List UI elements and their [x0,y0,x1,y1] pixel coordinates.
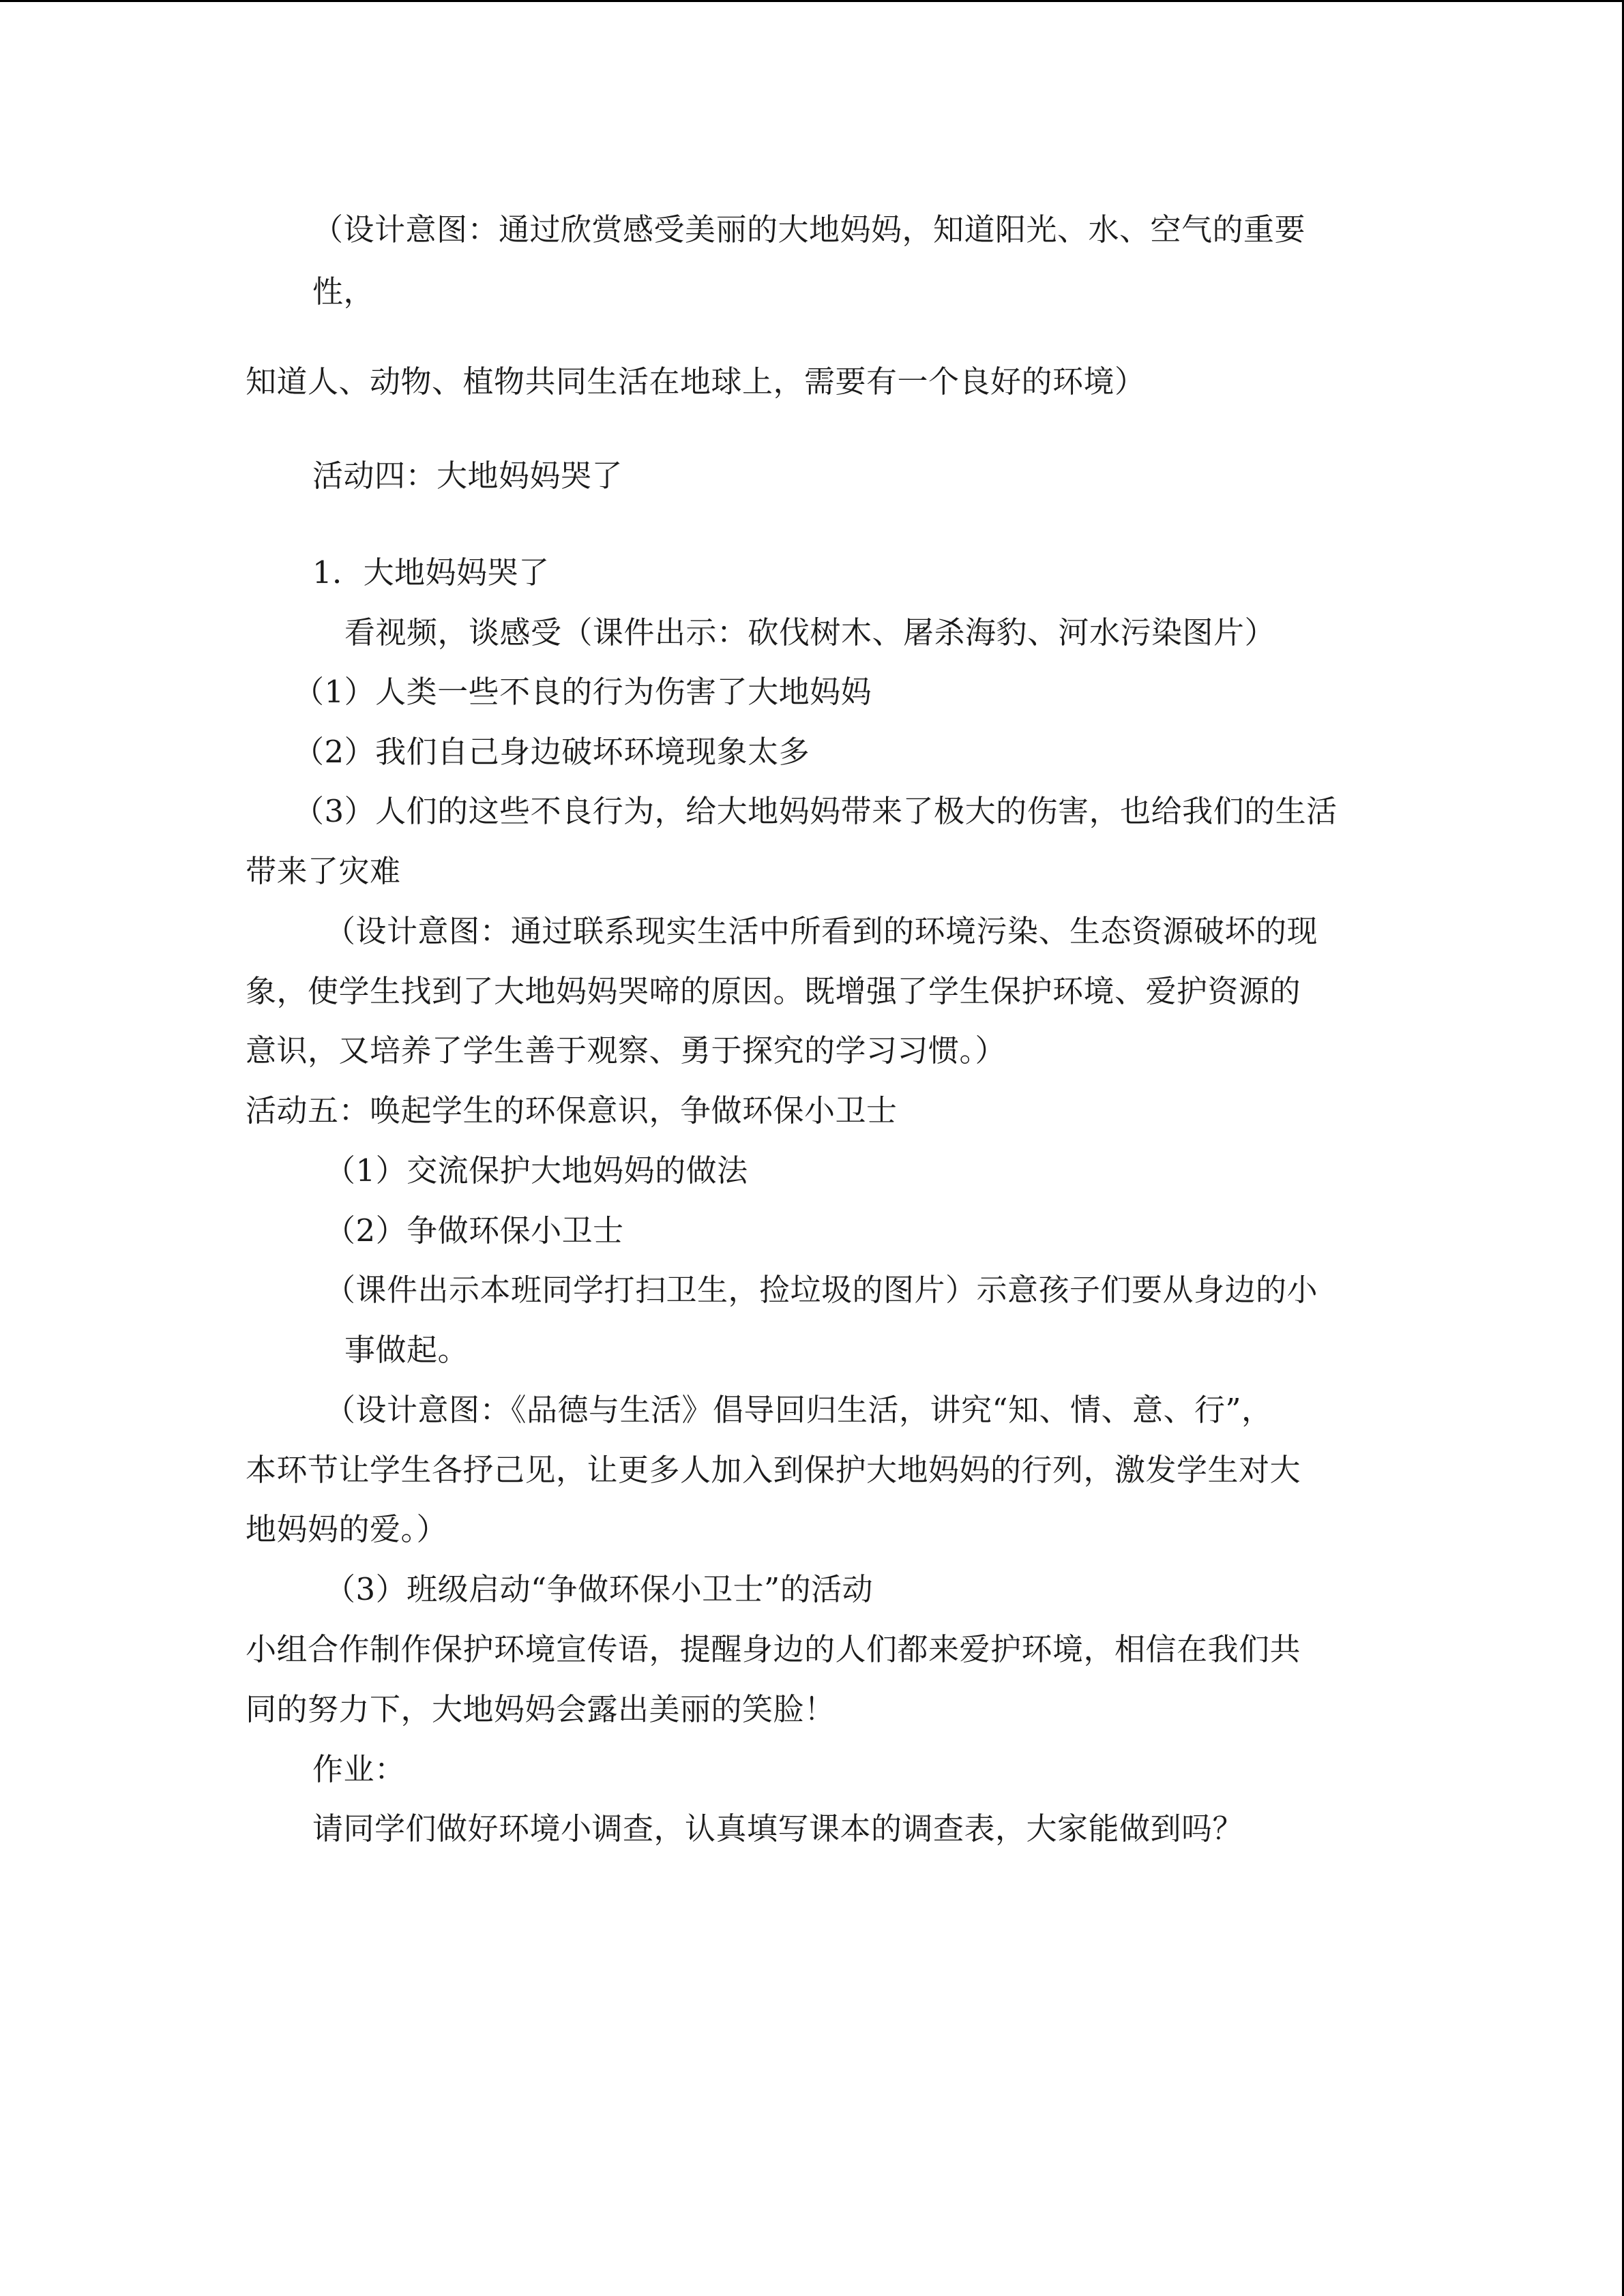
point-1-line: （1）人类一些不良的行为伤害了大地妈妈 [293,674,872,710]
point-3-line-2: 带来了灾难 [246,853,401,889]
design-intent-1-line-1: （设计意图：通过欣赏感受美丽的大地妈妈，知道阳光、水、空气的重要 [312,211,1306,248]
activity-five-item-2: （2）争做环保小卫士 [325,1212,624,1249]
point-3-line-1: （3）人们的这些不良行为，给大地妈妈带来了极大的伤害，也给我们的生活 [293,793,1338,829]
activity-five-heading: 活动五：唤起学生的环保意识，争做环保小卫士 [246,1092,898,1129]
group-work-line-2: 同的努力下，大地妈妈会露出美丽的笑脸！ [246,1691,836,1727]
courseware-line-2: 事做起。 [344,1332,469,1368]
design-intent-3-line-3: 地妈妈的爱。） [246,1511,448,1547]
design-intent-1-line-2: 性， [312,273,375,310]
design-intent-2-line-1: （设计意图：通过联系现实生活中所看到的环境污染、生态资源破坏的现 [325,913,1318,949]
homework-line: 请同学们做好环境小调查，认真填写课本的调查表，大家能做到吗？ [312,1810,1244,1847]
courseware-line-1: （课件出示本班同学打扫卫生，捡垃圾的图片）示意孩子们要从身边的小 [325,1272,1318,1308]
design-intent-2-line-3: 意识，又培养了学生善于观察、勇于探究的学习习惯。） [246,1032,1007,1069]
activity-five-item-1: （1）交流保护大地妈妈的做法 [325,1152,748,1189]
design-intent-2-line-2: 象，使学生找到了大地妈妈哭啼的原因。既增强了学生保护环境、爱护资源的 [246,973,1301,1009]
video-discussion-line: 看视频，谈感受（课件出示：砍伐树木、屠杀海豹、河水污染图片） [344,614,1276,651]
point-2-line: （2）我们自己身边破坏环境现象太多 [293,734,810,770]
section-1-heading: 1．大地妈妈哭了 [312,554,550,591]
activity-five-item-3: （3）班级启动“争做环保小卫士”的活动 [325,1571,874,1607]
homework-heading: 作业： [312,1751,406,1787]
page-top-border [0,0,1624,2]
design-intent-1-line-3: 知道人、动物、植物共同生活在地球上，需要有一个良好的环境） [246,363,1146,400]
group-work-line-1: 小组合作制作保护环境宣传语，提醒身边的人们都来爱护环境，相信在我们共 [246,1631,1301,1667]
design-intent-3-line-1: （设计意图：《品德与生活》倡导回归生活，讲究“知、情、意、行”， [325,1392,1273,1428]
activity-four-heading: 活动四：大地妈妈哭了 [312,458,623,494]
design-intent-3-line-2: 本环节让学生各抒己见，让更多人加入到保护大地妈妈的行列，激发学生对大 [246,1452,1301,1488]
